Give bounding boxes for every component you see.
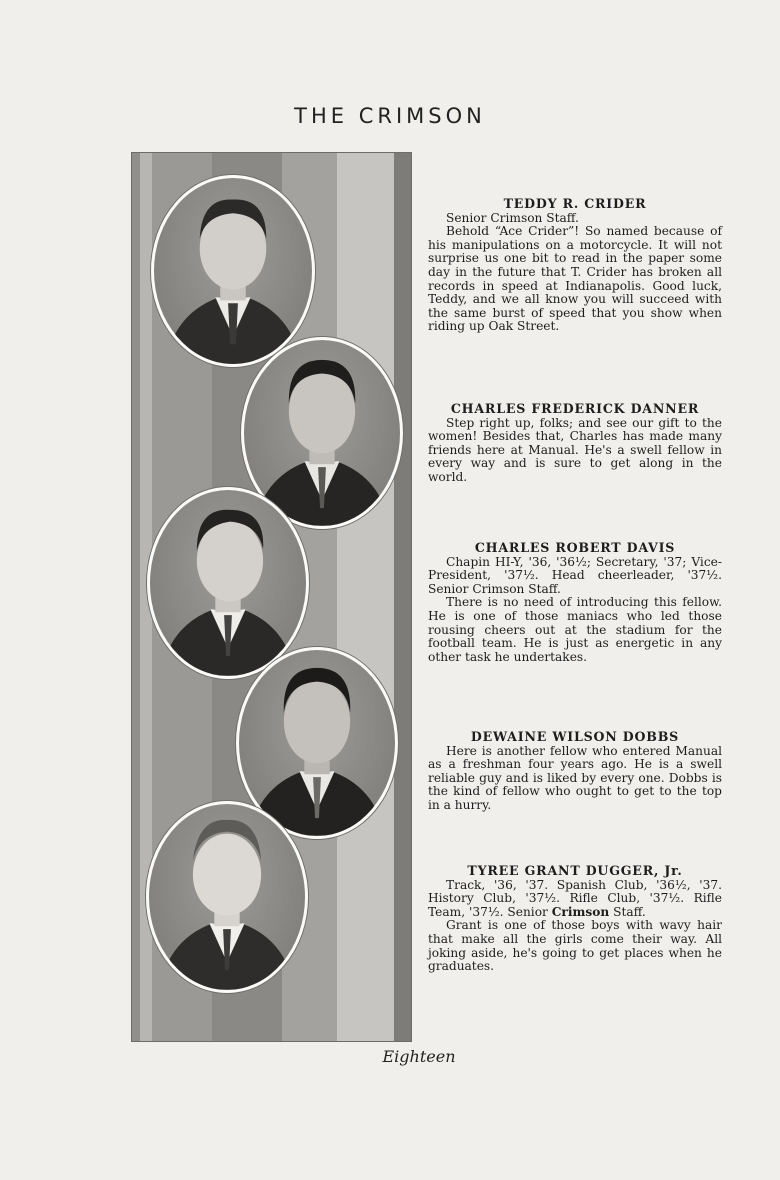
student-bio (428, 197, 722, 334)
student-bio (428, 402, 722, 485)
page-number: Eighteen (382, 1047, 456, 1066)
staff-suffix: Staff. (609, 904, 646, 919)
bio-text: Behold “Ace Crider”! So named because of his manipulations on a motorcycle. It will not surprise us one bit to read in the paper some day in the future that T. Crider has broken all records in speed at Indianapolis. Good luck, Teddy, and we all know you will succeed with the same burst of speed that you show when riding up Oak Street. (428, 224, 722, 334)
student-name: DEWAINE WILSON DOBBS (470, 729, 680, 744)
bio-activities: Chapin HI-Y, '36, '36½; Secretary, '37; Vice-President, '37½. Head cheerleader, '37½. Senior Crimson Staff. (428, 554, 722, 596)
student-bio (428, 730, 722, 813)
bio-text: Grant is one of those boys with wavy hair that make all the girls come their way. All joking aside, he's going to get places when he graduates. (428, 918, 722, 974)
page-title: THE CRIMSON (294, 104, 486, 128)
portrait-strip (131, 152, 412, 1042)
bio-text: Here is another fellow who entered Manual as a freshman four years ago. He is a swell reliable guy and is liked by every one. Dobbs is the kind of fellow who ought to get to the top in a hurry. (428, 743, 722, 812)
portrait-figure (150, 490, 306, 676)
student-name: TEDDY R. CRIDER (503, 196, 647, 211)
bio-activities-text: Track, '36, '37. Spanish Club, '36½, '37. History Club, '37½. Rifle Club, '37½. Rifle Team, '37½. Senior (428, 877, 722, 919)
bio-text: There is no need of introducing this fellow. He is one of those maniacs who led those rousing cheers out at the stadium for the football team. He is just as energetic in any other task he undertakes. (428, 595, 722, 664)
portrait-photo (146, 801, 308, 993)
portrait-figure (149, 804, 305, 990)
portrait-figure (244, 340, 400, 526)
student-name: CHARLES FREDERICK DANNER (450, 401, 700, 416)
portrait-photo (151, 175, 315, 367)
student-name: CHARLES ROBERT DAVIS (474, 540, 676, 555)
student-bio (428, 864, 722, 974)
bio-activities: Senior Crimson Staff. (446, 210, 579, 225)
bio-activities (428, 879, 722, 920)
student-bio (428, 541, 722, 664)
crimson-emphasis: Crimson (551, 904, 610, 919)
portrait-figure (154, 178, 312, 364)
bio-text: Step right up, folks; and see our gift to the women! Besides that, Charles has made many friends here at Manual. He's a swell fellow in every way and is sure to get along in the world. (428, 415, 722, 484)
portrait-figure (239, 650, 395, 836)
portrait-photo (147, 487, 309, 679)
student-name: TYREE GRANT DUGGER, Jr. (467, 863, 683, 878)
